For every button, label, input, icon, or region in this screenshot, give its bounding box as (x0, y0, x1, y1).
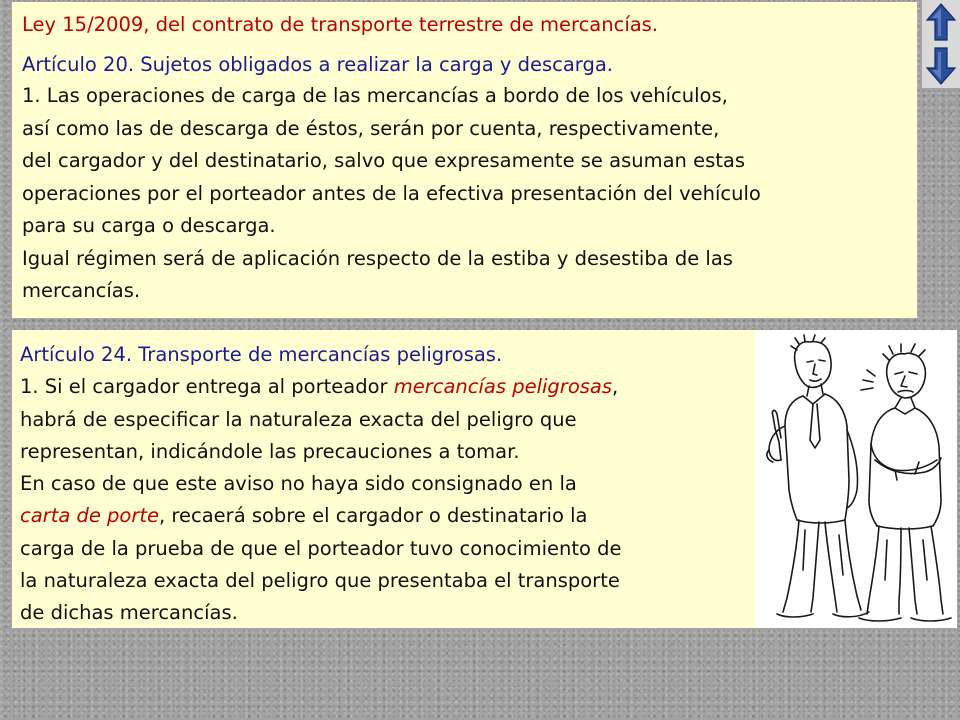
article-20-line: mercancías. (22, 279, 141, 302)
article-20-line: para su carga o descarga. (22, 214, 276, 237)
arrow-down-icon (922, 44, 960, 88)
previous-slide-button[interactable] (922, 0, 960, 44)
article-24-line: carga de la prueba de que el porteador tuvo conocimiento de (20, 536, 622, 560)
article-20-panel (12, 2, 917, 318)
arrow-up-icon (922, 0, 960, 44)
article-24-line: habrá de especificar la naturaleza exacta del peligro que (20, 407, 577, 431)
next-slide-button[interactable] (922, 44, 960, 88)
article-24-line: En caso de que este aviso no haya sido consignado en la (20, 472, 577, 496)
article-24-line1-text: 1. Si el cargador entrega al porteador (20, 375, 394, 399)
article-20-line: 1. Las operaciones de carga de las mercancías a bordo de los vehículos, (22, 84, 728, 107)
article-24-line5-text: , recaerá sobre el cargador o destinatario la (159, 504, 588, 528)
law-title: Ley 15/2009, del contrato de transporte terrestre de mercancías. (22, 13, 659, 36)
dangerous-goods-emphasis: mercancías peligrosas (393, 375, 613, 399)
article-24-line: la naturaleza exacta del peligro que presentaba el transporte (20, 569, 620, 593)
article-24-panel (12, 330, 957, 628)
article-20-heading: Artículo 20. Sujetos obligados a realizar la carga y descarga. (22, 53, 613, 76)
article-20-line: así como las de descarga de éstos, serán por cuenta, respectivamente, (22, 116, 720, 140)
article-24-line: representan, indicándole las precauciones a tomar. (20, 439, 520, 463)
slide-navigation (922, 0, 960, 88)
waybill-emphasis: carta de porte (20, 504, 160, 528)
article-24-line1-punct: , (612, 375, 619, 399)
article-20-line: del cargador y del destinatario, salvo que expresamente se asuman estas (22, 149, 746, 172)
article-20-line: operaciones por el porteador antes de la efectiva presentación del vehículo (22, 181, 761, 205)
two-men-talking-illustration (755, 330, 957, 628)
article-24-line: de dichas mercancías. (20, 601, 238, 625)
article-24-heading: Artículo 24. Transporte de mercancías peligrosas. (20, 343, 503, 366)
article-20-line: Igual régimen será de aplicación respecto de la estiba y desestiba de las (22, 246, 733, 270)
